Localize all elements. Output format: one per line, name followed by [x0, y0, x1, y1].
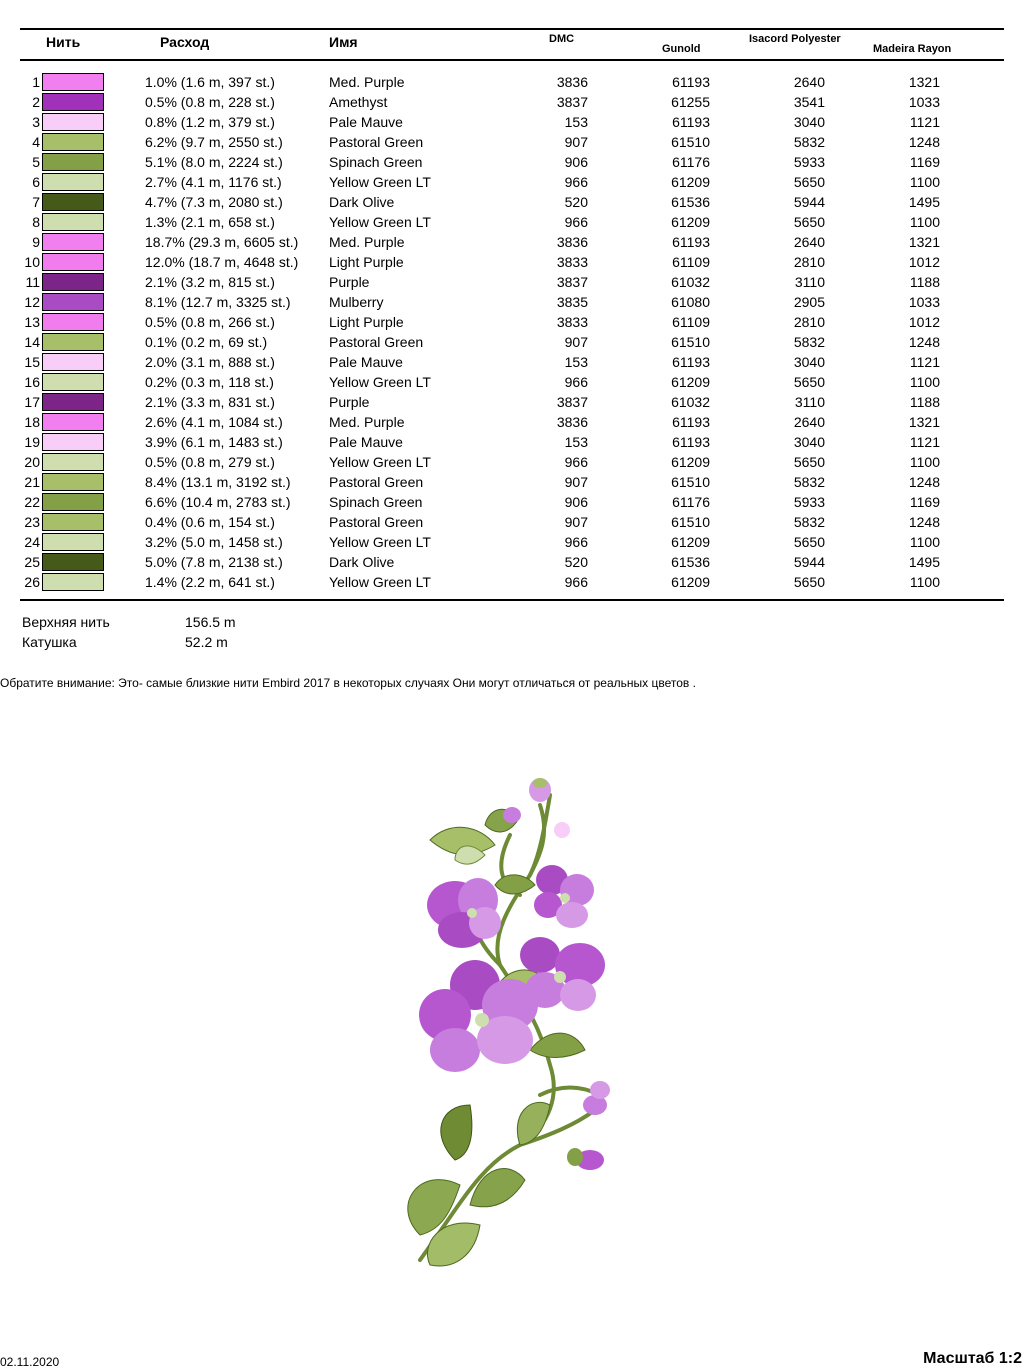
thread-dmc-code: 153	[564, 434, 588, 450]
thread-isacord-code: 5944	[793, 194, 825, 210]
thread-dmc-code: 966	[564, 574, 588, 590]
column-header-gunold: Gunold	[662, 43, 701, 55]
table-row	[0, 392, 1024, 412]
thread-isacord-code: 5650	[793, 534, 825, 550]
thread-dmc-code: 3837	[556, 94, 588, 110]
table-row	[0, 492, 1024, 512]
thread-name: Med. Purple	[329, 414, 405, 430]
thread-name: Purple	[329, 274, 370, 290]
thread-gunold-code: 61209	[671, 214, 710, 230]
thread-isacord-code: 5944	[793, 554, 825, 570]
thread-color-swatch	[42, 253, 104, 271]
thread-gunold-code: 61510	[671, 514, 710, 530]
thread-dmc-code: 3833	[556, 254, 588, 270]
thread-usage: 3.2% (5.0 m, 1458 st.)	[145, 534, 283, 550]
thread-number: 26	[24, 574, 40, 590]
table-row	[0, 172, 1024, 192]
table-row	[0, 212, 1024, 232]
thread-dmc-code: 966	[564, 374, 588, 390]
thread-color-swatch	[42, 133, 104, 151]
thread-isacord-code: 5650	[793, 574, 825, 590]
color-disclaimer-note: Обратите внимание: Это- самые близкие нити Embird 2017 в некоторых случаях Они могут отличаться от реальных цветов .	[0, 676, 696, 690]
thread-color-swatch	[42, 113, 104, 131]
thread-name: Pale Mauve	[329, 114, 403, 130]
thread-isacord-code: 2810	[793, 254, 825, 270]
flower-top-right	[534, 865, 594, 928]
thread-color-swatch	[42, 313, 104, 331]
thread-gunold-code: 61209	[671, 174, 710, 190]
thread-name: Amethyst	[329, 94, 388, 110]
thread-number: 10	[24, 254, 40, 270]
thread-isacord-code: 5832	[793, 134, 825, 150]
thread-madeira-code: 1188	[909, 274, 940, 290]
thread-gunold-code: 61209	[671, 454, 710, 470]
thread-gunold-code: 61193	[672, 114, 710, 130]
thread-dmc-code: 153	[564, 354, 588, 370]
thread-madeira-code: 1121	[909, 354, 940, 370]
thread-dmc-code: 153	[564, 114, 588, 130]
thread-usage: 2.6% (4.1 m, 1084 st.)	[145, 414, 283, 430]
thread-number: 8	[32, 214, 40, 230]
scale-label: Масштаб 1:2	[923, 1350, 1022, 1367]
thread-isacord-code: 5650	[793, 174, 825, 190]
thread-gunold-code: 61109	[672, 314, 710, 330]
thread-name: Med. Purple	[329, 234, 405, 250]
thread-name: Yellow Green LT	[329, 454, 431, 470]
thread-isacord-code: 2640	[793, 414, 825, 430]
flower-top-left	[427, 878, 501, 948]
thread-name: Purple	[329, 394, 370, 410]
thread-dmc-code: 907	[564, 514, 588, 530]
thread-madeira-code: 1321	[908, 414, 940, 430]
thread-usage: 1.4% (2.2 m, 641 st.)	[145, 574, 275, 590]
thread-number: 23	[24, 514, 40, 530]
print-date: 02.11.2020	[0, 1355, 60, 1369]
thread-gunold-code: 61176	[672, 494, 710, 510]
thread-number: 25	[24, 554, 40, 570]
thread-dmc-code: 3836	[556, 414, 588, 430]
thread-number: 3	[32, 114, 40, 130]
thread-madeira-code: 1121	[909, 434, 940, 450]
thread-name: Yellow Green LT	[329, 374, 431, 390]
thread-usage: 2.1% (3.3 m, 831 st.)	[145, 394, 275, 410]
table-row	[0, 132, 1024, 152]
thread-usage: 0.5% (0.8 m, 266 st.)	[145, 314, 275, 330]
thread-isacord-code: 3040	[793, 434, 825, 450]
thread-name: Spinach Green	[329, 494, 423, 510]
header-top-rule	[20, 28, 1004, 30]
thread-dmc-code: 3833	[556, 314, 588, 330]
thread-usage: 0.2% (0.3 m, 118 st.)	[145, 374, 274, 390]
thread-dmc-code: 520	[564, 554, 588, 570]
table-row	[0, 272, 1024, 292]
thread-madeira-code: 1121	[909, 114, 940, 130]
thread-name: Pastoral Green	[329, 514, 424, 530]
thread-gunold-code: 61193	[672, 234, 710, 250]
thread-number: 18	[24, 414, 40, 430]
table-row	[0, 112, 1024, 132]
table-row	[0, 252, 1024, 272]
table-row	[0, 352, 1024, 372]
thread-color-swatch	[42, 533, 104, 551]
embroidery-design-preview	[400, 765, 620, 1275]
thread-usage: 2.1% (3.2 m, 815 st.)	[145, 274, 275, 290]
thread-gunold-code: 61032	[671, 394, 710, 410]
table-row	[0, 232, 1024, 252]
thread-name: Yellow Green LT	[329, 574, 431, 590]
thread-number: 19	[24, 434, 40, 450]
header-bottom-rule	[20, 59, 1004, 61]
thread-gunold-code: 61193	[672, 434, 710, 450]
thread-color-swatch	[42, 173, 104, 191]
column-header-madeira: Madeira Rayon	[873, 43, 952, 55]
thread-number: 4	[32, 134, 40, 150]
thread-color-swatch	[42, 73, 104, 91]
thread-madeira-code: 1012	[908, 314, 940, 330]
thread-gunold-code: 61510	[671, 134, 710, 150]
thread-number: 22	[24, 494, 40, 510]
thread-color-swatch	[42, 393, 104, 411]
thread-usage: 1.0% (1.6 m, 397 st.)	[145, 74, 275, 90]
thread-dmc-code: 3837	[556, 394, 588, 410]
thread-gunold-code: 61209	[671, 574, 710, 590]
totals-top-label: Верхняя нить	[22, 614, 110, 630]
thread-gunold-code: 61510	[671, 474, 710, 490]
thread-dmc-code: 966	[564, 174, 588, 190]
thread-color-swatch	[42, 193, 104, 211]
thread-usage: 4.7% (7.3 m, 2080 st.)	[145, 194, 283, 210]
thread-number: 12	[24, 294, 40, 310]
table-row	[0, 92, 1024, 112]
thread-isacord-code: 5832	[793, 514, 825, 530]
thread-color-swatch	[42, 353, 104, 371]
thread-color-swatch	[42, 213, 104, 231]
table-row	[0, 372, 1024, 392]
thread-isacord-code: 2640	[793, 234, 825, 250]
thread-number: 13	[24, 314, 40, 330]
thread-madeira-code: 1100	[909, 454, 940, 470]
thread-gunold-code: 61193	[672, 414, 710, 430]
table-row	[0, 472, 1024, 492]
table-row	[0, 312, 1024, 332]
table-row	[0, 572, 1024, 592]
thread-gunold-code: 61109	[672, 254, 710, 270]
thread-usage: 1.3% (2.1 m, 658 st.)	[145, 214, 275, 230]
thread-isacord-code: 5650	[793, 214, 825, 230]
thread-usage: 18.7% (29.3 m, 6605 st.)	[145, 234, 299, 250]
thread-madeira-code: 1100	[909, 534, 940, 550]
thread-color-swatch	[42, 293, 104, 311]
totals-top-value: 156.5 m	[185, 614, 236, 630]
thread-color-swatch	[42, 413, 104, 431]
thread-madeira-code: 1100	[909, 174, 940, 190]
column-header-thread: Нить	[46, 34, 81, 50]
thread-dmc-code: 907	[564, 134, 588, 150]
table-row	[0, 452, 1024, 472]
thread-usage: 8.4% (13.1 m, 3192 st.)	[145, 474, 291, 490]
thread-dmc-code: 966	[564, 534, 588, 550]
table-row	[0, 332, 1024, 352]
column-header-name: Имя	[329, 34, 358, 50]
thread-color-swatch	[42, 433, 104, 451]
thread-name: Light Purple	[329, 254, 404, 270]
thread-gunold-code: 61209	[671, 374, 710, 390]
thread-isacord-code: 2640	[793, 74, 825, 90]
totals-bobbin-value: 52.2 m	[185, 634, 228, 650]
thread-usage: 2.7% (4.1 m, 1176 st.)	[145, 174, 282, 190]
thread-usage: 12.0% (18.7 m, 4648 st.)	[145, 254, 299, 270]
thread-name: Light Purple	[329, 314, 404, 330]
thread-number: 15	[24, 354, 40, 370]
table-bottom-rule	[20, 599, 1004, 601]
thread-name: Med. Purple	[329, 74, 405, 90]
thread-number: 16	[24, 374, 40, 390]
thread-dmc-code: 520	[564, 194, 588, 210]
thread-madeira-code: 1321	[908, 234, 940, 250]
thread-madeira-code: 1495	[908, 194, 940, 210]
column-header-isacord: Isacord Polyester	[749, 33, 841, 45]
thread-color-swatch	[42, 333, 104, 351]
thread-color-swatch	[42, 473, 104, 491]
thread-dmc-code: 907	[564, 474, 588, 490]
thread-gunold-code: 61080	[671, 294, 710, 310]
thread-isacord-code: 5650	[793, 374, 825, 390]
thread-number: 6	[32, 174, 40, 190]
thread-name: Yellow Green LT	[329, 174, 431, 190]
thread-isacord-code: 5832	[793, 474, 825, 490]
column-header-usage: Расход	[160, 34, 210, 50]
thread-name: Pale Mauve	[329, 434, 403, 450]
thread-madeira-code: 1169	[909, 154, 940, 170]
thread-name: Pastoral Green	[329, 334, 424, 350]
thread-madeira-code: 1321	[908, 74, 940, 90]
thread-dmc-code: 3837	[556, 274, 588, 290]
thread-usage: 0.4% (0.6 m, 154 st.)	[145, 514, 275, 530]
table-row	[0, 432, 1024, 452]
thread-dmc-code: 966	[564, 214, 588, 230]
thread-usage: 6.6% (10.4 m, 2783 st.)	[145, 494, 291, 510]
thread-madeira-code: 1188	[909, 394, 940, 410]
thread-name: Mulberry	[329, 294, 384, 310]
thread-usage: 6.2% (9.7 m, 2550 st.)	[145, 134, 283, 150]
table-row	[0, 552, 1024, 572]
thread-usage: 5.1% (8.0 m, 2224 st.)	[145, 154, 283, 170]
thread-madeira-code: 1100	[909, 214, 940, 230]
thread-name: Dark Olive	[329, 194, 395, 210]
thread-isacord-code: 5832	[793, 334, 825, 350]
thread-usage: 0.5% (0.8 m, 279 st.)	[145, 454, 275, 470]
thread-color-swatch	[42, 573, 104, 591]
thread-color-swatch	[42, 233, 104, 251]
table-row	[0, 152, 1024, 172]
thread-name: Yellow Green LT	[329, 214, 431, 230]
thread-madeira-code: 1012	[908, 254, 940, 270]
table-row	[0, 532, 1024, 552]
thread-gunold-code: 61032	[671, 274, 710, 290]
thread-number: 24	[24, 534, 40, 550]
thread-dmc-code: 3836	[556, 234, 588, 250]
thread-usage: 0.5% (0.8 m, 228 st.)	[145, 94, 275, 110]
thread-name: Dark Olive	[329, 554, 395, 570]
thread-madeira-code: 1169	[909, 494, 940, 510]
thread-color-swatch	[42, 453, 104, 471]
thread-number: 7	[32, 194, 40, 210]
thread-number: 21	[24, 474, 40, 490]
thread-color-swatch	[42, 553, 104, 571]
thread-usage: 2.0% (3.1 m, 888 st.)	[145, 354, 275, 370]
thread-number: 14	[24, 334, 40, 350]
table-row	[0, 192, 1024, 212]
thread-isacord-code: 5650	[793, 454, 825, 470]
thread-gunold-code: 61510	[671, 334, 710, 350]
thread-dmc-code: 906	[564, 154, 588, 170]
thread-gunold-code: 61536	[671, 194, 710, 210]
thread-madeira-code: 1248	[908, 134, 940, 150]
thread-color-swatch	[42, 273, 104, 291]
thread-color-swatch	[42, 513, 104, 531]
thread-isacord-code: 3040	[793, 354, 825, 370]
thread-usage: 0.8% (1.2 m, 379 st.)	[145, 114, 275, 130]
thread-isacord-code: 5933	[793, 154, 825, 170]
totals-bobbin-label: Катушка	[22, 634, 77, 650]
thread-number: 5	[32, 154, 40, 170]
thread-isacord-code: 3040	[793, 114, 825, 130]
thread-name: Spinach Green	[329, 154, 423, 170]
thread-gunold-code: 61536	[671, 554, 710, 570]
table-row	[0, 412, 1024, 432]
thread-usage: 3.9% (6.1 m, 1483 st.)	[145, 434, 283, 450]
thread-number: 17	[24, 394, 40, 410]
thread-color-swatch	[42, 373, 104, 391]
thread-madeira-code: 1033	[908, 294, 940, 310]
thread-madeira-code: 1495	[908, 554, 940, 570]
table-row	[0, 72, 1024, 92]
thread-number: 1	[32, 74, 40, 90]
thread-name: Yellow Green LT	[329, 534, 431, 550]
thread-dmc-code: 906	[564, 494, 588, 510]
thread-madeira-code: 1248	[908, 514, 940, 530]
thread-madeira-code: 1248	[908, 334, 940, 350]
thread-madeira-code: 1248	[908, 474, 940, 490]
thread-name: Pastoral Green	[329, 134, 424, 150]
thread-color-swatch	[42, 153, 104, 171]
thread-gunold-code: 61209	[671, 534, 710, 550]
table-row	[0, 292, 1024, 312]
thread-madeira-code: 1100	[909, 374, 940, 390]
thread-isacord-code: 3110	[794, 274, 825, 290]
thread-usage: 8.1% (12.7 m, 3325 st.)	[145, 294, 291, 310]
thread-isacord-code: 3110	[794, 394, 825, 410]
thread-isacord-code: 5933	[793, 494, 825, 510]
thread-number: 9	[32, 234, 40, 250]
thread-gunold-code: 61255	[671, 94, 710, 110]
thread-name: Pastoral Green	[329, 474, 424, 490]
thread-gunold-code: 61176	[672, 154, 710, 170]
thread-isacord-code: 2905	[793, 294, 825, 310]
thread-gunold-code: 61193	[672, 354, 710, 370]
thread-isacord-code: 3541	[793, 94, 825, 110]
thread-number: 2	[32, 94, 40, 110]
thread-usage: 0.1% (0.2 m, 69 st.)	[145, 334, 268, 350]
thread-color-swatch	[42, 493, 104, 511]
thread-isacord-code: 2810	[793, 314, 825, 330]
thread-color-swatch	[42, 93, 104, 111]
thread-number: 11	[25, 274, 40, 290]
thread-dmc-code: 3835	[556, 294, 588, 310]
thread-madeira-code: 1033	[908, 94, 940, 110]
thread-name: Pale Mauve	[329, 354, 403, 370]
thread-gunold-code: 61193	[672, 74, 710, 90]
thread-madeira-code: 1100	[909, 574, 940, 590]
thread-usage: 5.0% (7.8 m, 2138 st.)	[145, 554, 283, 570]
thread-table	[0, 72, 1024, 592]
thread-dmc-code: 966	[564, 454, 588, 470]
thread-dmc-code: 3836	[556, 74, 588, 90]
table-row	[0, 512, 1024, 532]
thread-dmc-code: 907	[564, 334, 588, 350]
thread-number: 20	[24, 454, 40, 470]
column-header-dmc: DMC	[549, 33, 575, 45]
